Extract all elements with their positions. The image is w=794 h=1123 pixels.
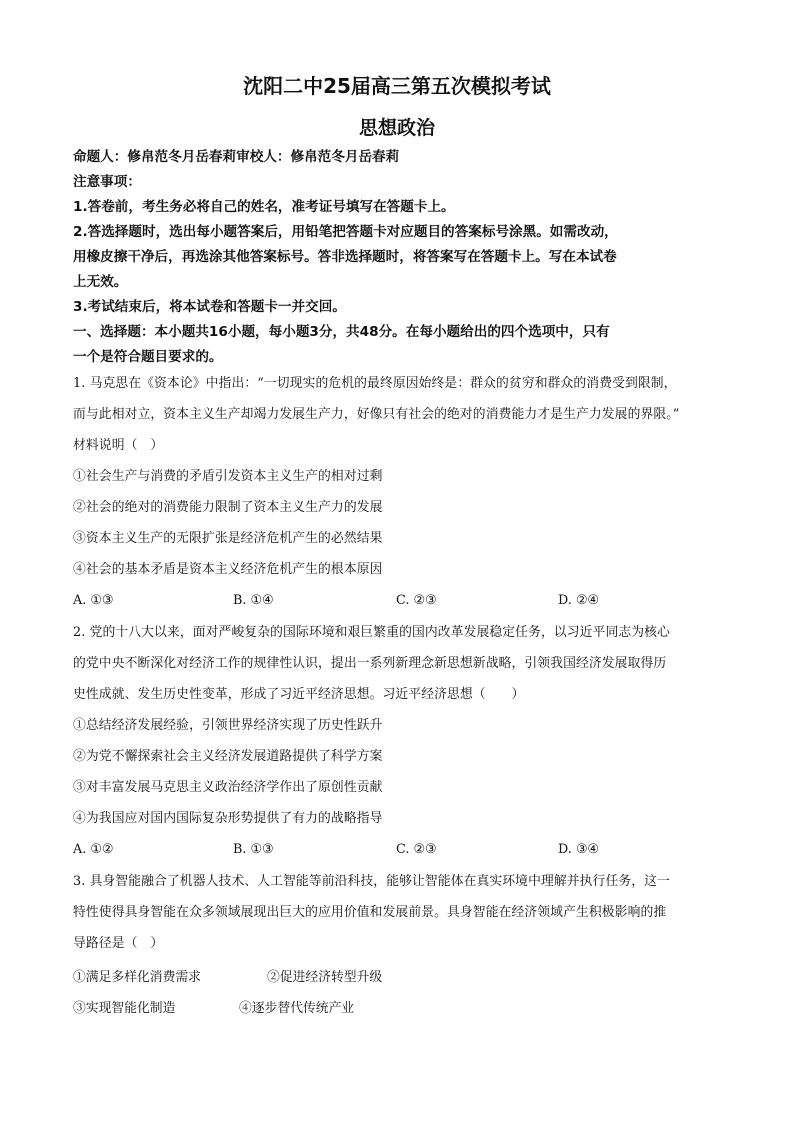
question-3-stem: 导路径是（ ）: [73, 936, 164, 951]
notice-item: 3.考试结束后，将本试卷和答题卡一并交回。: [73, 299, 346, 315]
authors-line: 命题人：修帛范冬月岳春莉审校人：修帛范冬月岳春莉: [73, 149, 400, 165]
question-2-statement: ①总结经济发展经验，引领世界经济实现了历史性跃升: [73, 718, 383, 733]
question-1-stem: 材料说明（ ）: [73, 438, 164, 453]
notice-item: 上无效。: [73, 274, 128, 290]
question-3-statement: ①满足多样化消费需求: [73, 970, 201, 985]
notice-item: 1.答卷前，考生务必将自己的姓名，准考证号填写在答题卡上。: [73, 199, 455, 215]
section-heading: 一个是符合题目要求的。: [73, 349, 223, 365]
question-3-stem: 特性使得具身智能在众多领域展现出巨大的应用价值和发展前景。具身智能在经济领域产生积极影响的推: [73, 905, 667, 920]
question-3-statement: ③实现智能化制造: [73, 1001, 176, 1016]
notice-item: 2.答选择题时，选出每小题答案后，用铅笔把答题卡对应题目的答案标号涂黑。如需改动，: [73, 224, 618, 240]
subject-title: 思想政治: [358, 117, 435, 139]
question-2-stem: 史性成就、发生历史性变革，形成了习近平经济思想。习近平经济思想（ ）: [73, 687, 525, 702]
question-1-statement: ④社会的基本矛盾是资本主义经济危机产生的根本原因: [73, 562, 383, 577]
question-2-stem: 的党中央不断深化对经济工作的规律性认识，提出一系列新理念新思想新战略，引领我国经济发展取得历: [73, 656, 667, 671]
question-1-statement: ②社会的绝对的消费能力限制了资本主义生产力的发展: [73, 500, 383, 515]
question-2-statement: ③对丰富发展马克思主义政治经济学作出了原创性贡献: [73, 780, 383, 795]
question-2-option-d[interactable]: D. ③④: [558, 842, 599, 857]
question-1-option-c[interactable]: C. ②③: [396, 593, 437, 608]
question-3-stem: 3. 具身智能融合了机器人技术、人工智能等前沿科技，能够让智能体在真实环境中理解并执行任务，这一: [73, 874, 670, 889]
question-3-statement: ②促进经济转型升级: [267, 970, 383, 985]
question-1-statement: ①社会生产与消费的矛盾引发资本主义生产的相对过剩: [73, 469, 383, 484]
section-heading: 一、选择题：本小题共16小题，每小题3分，共48分。在每小题给出的四个选项中，只有: [73, 324, 610, 340]
notice-heading: 注意事项：: [73, 174, 141, 190]
question-2-statement: ④为我国应对国内国际复杂形势提供了有力的战略指导: [73, 811, 383, 826]
question-3-statement: ④逐步替代传统产业: [239, 1001, 355, 1016]
question-2-stem: 2. 党的十八大以来，面对严峻复杂的国际环境和艰巨繁重的国内改革发展稳定任务，以习近平同志为核心: [73, 625, 670, 640]
question-2-option-c[interactable]: C. ②③: [396, 842, 437, 857]
question-1-option-d[interactable]: D. ②④: [558, 593, 599, 608]
question-1-option-b[interactable]: B. ①④: [233, 593, 274, 608]
question-2-statement: ②为党不懈探索社会主义经济发展道路提供了科学方案: [73, 749, 383, 764]
exam-title: 沈阳二中25届高三第五次模拟考试: [243, 74, 551, 98]
question-2-option-b[interactable]: B. ①③: [233, 842, 274, 857]
question-1-statement: ③资本主义生产的无限扩张是经济危机产生的必然结果: [73, 531, 383, 546]
notice-item: 用橡皮擦干净后，再选涂其他答案标号。答非选择题时，将答案写在答题卡上。写在本试卷: [73, 249, 617, 265]
question-1-stem: 1. 马克思在《资本论》中指出：“一切现实的危机的最终原因始终是：群众的贫穷和群众的消费受到限制，: [73, 376, 677, 391]
question-1-option-a[interactable]: A. ①③: [73, 593, 114, 608]
question-2-option-a[interactable]: A. ①②: [73, 842, 114, 857]
question-1-stem: 而与此相对立，资本主义生产却竭力发展生产力，好像只有社会的绝对的消费能力才是生产力发展的界限。”: [73, 407, 680, 422]
